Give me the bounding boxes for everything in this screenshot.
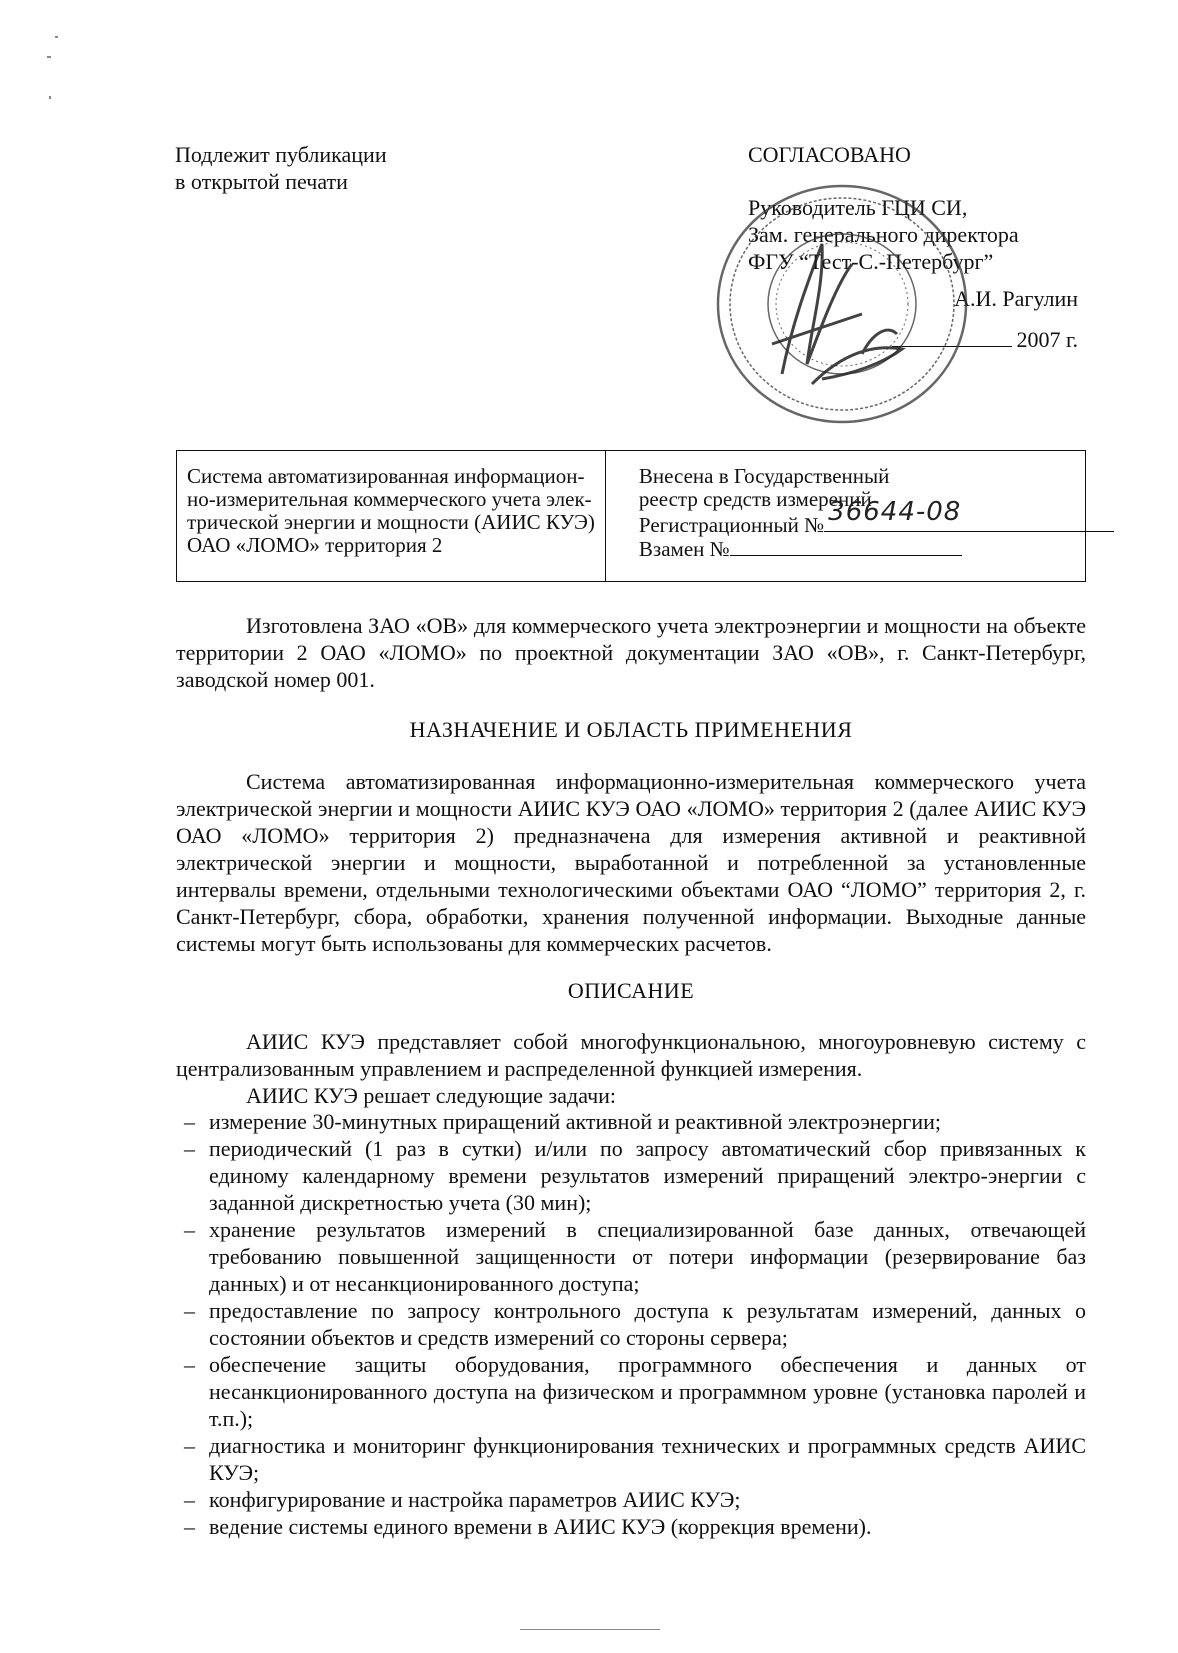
list-dash: – <box>184 1487 195 1512</box>
replace-number-row <box>639 537 1114 561</box>
tasks-intro: АИИС КУЭ решает следующие задачи: <box>246 1083 617 1108</box>
registration-number-handwritten: 36644-08 <box>828 497 962 527</box>
register-info-cell <box>606 451 1124 581</box>
system-name-line: ОАО «ЛОМО» территория 2 <box>187 533 443 557</box>
approval-title: СОГЛАСОВАНО <box>748 142 911 167</box>
scan-speck <box>47 56 51 58</box>
list-dash: – <box>184 1298 195 1323</box>
list-item-text: периодический (1 раз в сутки) и/или по запросу автоматический сбор привязанных к единому календарному времени результатов измерений приращений электро-энергии с заданной дискретностью учета (30 мин); <box>209 1136 1086 1215</box>
list-item-text: хранение результатов измерений в специализированной базе данных, отвечающей требованию повышенной защищенности от потери информации (резервирование баз данных) и от несанкционированного доступа; <box>209 1217 1086 1296</box>
list-item <box>176 1513 1086 1540</box>
approval-position-line: Зам. генерального директора <box>748 222 1019 247</box>
list-dash: – <box>184 1217 195 1242</box>
purpose-paragraph: Система автоматизированная информационно-измерительная коммерческого учета электрической энергии и мощности АИИС КУЭ ОАО «ЛОМО» территория 2 (далее АИИС КУЭ ОАО «ЛОМО» территория 2) предназначена для измерения активной и реактивной электрической энергии и мощности, выработанной и потребленной за установленные интервалы времени, отдельными технологическими объектами ОАО “ЛОМО” территория 2, г. Санкт-Петербург, сбора, обработки, хранения полученной информации. Выходные данные системы могут быть использованы для коммерческих расчетов. <box>176 769 1086 956</box>
list-item <box>176 1297 1086 1351</box>
system-name-line: трической энергии и мощности (АИИС КУЭ) <box>187 510 595 534</box>
list-dash: – <box>184 1109 195 1134</box>
approval-organization: ФГУ “Тест-С.-Петербург” <box>748 249 994 274</box>
list-item-text: предоставление по запросу контрольного доступа к результатам измерений, данных о состоянии объектов и средств измерений со стороны сервера; <box>209 1298 1086 1350</box>
scan-speck <box>520 1629 660 1630</box>
system-name-line: но-измерительная коммерческого учета элек- <box>187 487 592 511</box>
list-item <box>176 1351 1086 1432</box>
list-item <box>176 1108 1086 1135</box>
publication-line: в открытой печати <box>175 169 348 194</box>
purpose-heading: НАЗНАЧЕНИЕ И ОБЛАСТЬ ПРИМЕНЕНИЯ <box>409 717 853 742</box>
list-item-text: диагностика и мониторинг функционирования технических и программных средств АИИС КУЭ; <box>209 1433 1086 1485</box>
list-item <box>176 1216 1086 1297</box>
registration-number-field <box>824 497 1114 532</box>
replace-number-label: Взамен № <box>638 537 730 561</box>
description-paragraph: АИИС КУЭ представляет собой многофункциональною, многоуровневую систему с централизованным управлением и распределенной функцией измерения. <box>176 1029 1086 1081</box>
scan-speck <box>49 96 51 99</box>
approval-signer: А.И. Рагулин <box>954 286 1078 311</box>
list-item <box>176 1486 1086 1513</box>
publication-line: Подлежит публикации <box>175 142 387 167</box>
registration-table <box>176 450 1086 582</box>
list-item-text: ведение системы единого времени в АИИС КУЭ (коррекция времени). <box>209 1514 872 1539</box>
list-item-text: измерение 30-минутных приращений активной и реактивной электроэнергии; <box>209 1109 941 1134</box>
registration-number-label: Регистрационный № <box>638 513 825 537</box>
list-item-text: конфигурирование и настройка параметров АИИС КУЭ; <box>209 1487 741 1512</box>
register-line: Внесена в Государственный <box>638 464 890 488</box>
official-stamp-seal <box>712 174 972 434</box>
task-list <box>176 1108 1086 1540</box>
system-name-line: Система автоматизированная информацион- <box>187 464 585 488</box>
list-dash: – <box>184 1352 195 1377</box>
list-item-text: обеспечение защиты оборудования, программного обеспечения и данных от несанкционированного доступа на физическом и программном уровне (установка паролей и т.п.); <box>209 1352 1086 1431</box>
approval-date-year: 2007 г. <box>1016 327 1078 352</box>
approval-position-line: Руководитель ГЦИ СИ, <box>748 195 968 220</box>
system-name-cell <box>177 451 606 581</box>
list-item <box>176 1135 1086 1216</box>
scan-speck <box>55 36 58 38</box>
replace-number-blank <box>730 537 962 556</box>
publication-note <box>175 141 387 195</box>
list-item <box>176 1432 1086 1486</box>
description-heading: ОПИСАНИЕ <box>567 978 695 1003</box>
list-dash: – <box>184 1514 195 1539</box>
intro-paragraph: Изготовлена ЗАО «ОВ» для коммерческого учета электроэнергии и мощности на объекте территории 2 ОАО «ЛОМО» по проектной документации ЗАО «ОВ», г. Санкт-Петербург, заводской номер 001. <box>176 613 1086 692</box>
register-line: реестр средств измерений <box>638 487 872 511</box>
list-dash: – <box>184 1433 195 1458</box>
list-dash: – <box>184 1136 195 1161</box>
